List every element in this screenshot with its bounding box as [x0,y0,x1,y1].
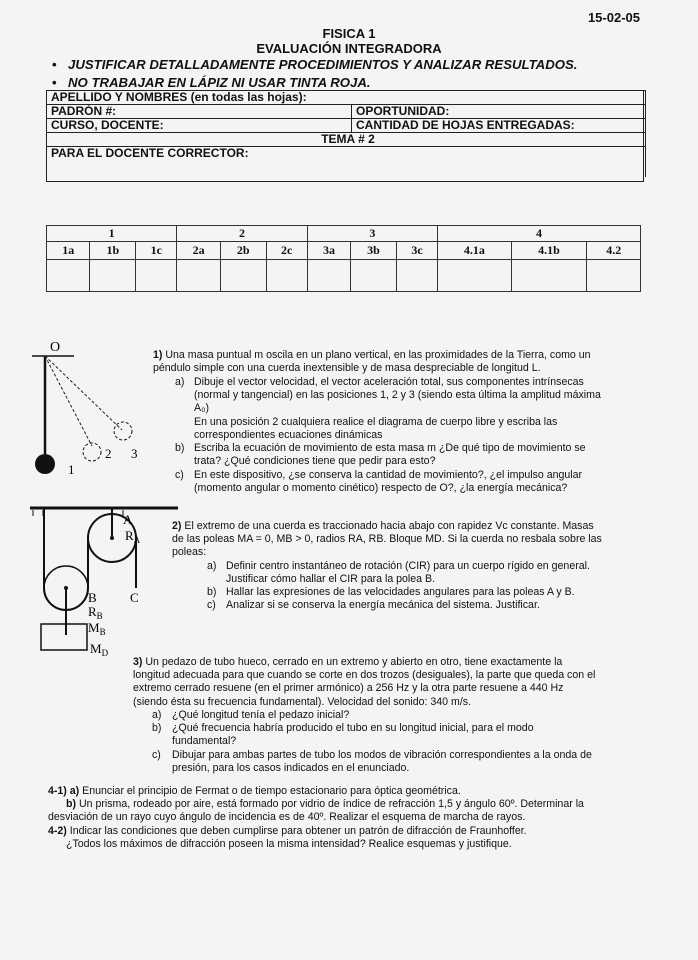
item-1b: 1b [90,242,136,260]
grade-cell[interactable] [177,260,220,292]
grade-cell[interactable] [351,260,397,292]
problem-1a-line: (normal y tangencial) en las posiciones 1, 2 y 3 (siendo esta última la amplitud máxima [194,389,601,402]
instruction-1: • JUSTIFICAR DETALLADAMENTE PROCEDIMIENTOS Y ANALIZAR RESULTADOS. [52,57,578,72]
position-3-label: 3 [131,446,138,461]
string-position-3 [45,356,122,430]
problem-3b-line: ¿Qué frecuencia habría producido el tubo en su longitud inicial, para el modo [172,722,534,734]
instruction-2-text: NO TRABAJAR EN LÁPIZ NI USAR TINTA ROJA. [68,75,371,90]
grade-cell[interactable] [511,260,587,292]
problem-2c: Analizar si se conserva la energía mecánica del sistema. Justificar. [226,599,540,611]
problem-1c [194,469,582,495]
problem-4-line: desviación de un rayo cuyo ángulo de incidencia es de 40º. Realizar el esquema de marcha de rayos. [48,811,526,824]
problem-2-number: 2) [172,520,182,532]
grade-cell[interactable] [90,260,136,292]
problem-4-line: Un prisma, rodeado por aire, está formado por vidrio de índice de refracción 1,5 y ángulo 60º. Determinar la [78,798,584,811]
problem-3-line: (siendo ésta su frecuencia fundamental). Velocidad del sonido: 340 m/s. [133,695,472,708]
pulley-figure [28,500,178,660]
problem-3a-label: a) [152,709,162,721]
problem-1a-line: Dibuje el vector velocidad, el vector aceleración total, sus componentes intrínsecas [194,376,584,388]
grade-cell[interactable] [220,260,266,292]
group-2: 2 [177,226,307,242]
exam-date: 15-02-05 [587,10,640,25]
problem-3-line: longitud adecuada para que cuando se corte en dos trozos (desiguales), la parte que queda con el [133,669,596,682]
problem-3 [133,656,595,709]
problem-1-line-1a: péndulo simple con [153,362,245,375]
problem-3c-line: presión, para los casos indicados en el enunciado. [172,762,410,775]
grade-cell[interactable] [266,260,307,292]
field-hojas[interactable]: CANTIDAD DE HOJAS ENTREGADAS: [356,119,575,132]
problem-2-line: de las poleas MA = 0, MB > 0, radios RA, RB. Bloque MD. Si la cuerda no resbala sobre las [172,533,602,546]
problem-2a-label: a) [207,560,217,572]
mass-position-1 [35,454,55,474]
problem-1 [153,349,591,375]
position-2-label: 2 [105,446,112,461]
pivot-label: O [50,340,61,355]
problem-1a [194,376,601,442]
grade-cell[interactable] [307,260,350,292]
problem-3b [172,722,534,748]
problem-1b-line: trata? ¿Qué condiciones tiene que pedir para esto? [194,455,436,468]
problem-4-1b-number: b) [66,798,76,811]
field-corrector[interactable]: PARA EL DOCENTE CORRECTOR: [51,147,249,160]
problem-3c [172,749,592,775]
tema-label: TEMA # 2 [321,133,375,146]
problem-3a: ¿Qué longitud tenía el pedazo inicial? [172,709,350,721]
problem-2b-label: b) [207,586,217,598]
problem-2c-label: c) [207,599,216,611]
mass-position-3 [114,422,132,440]
problem-4 [48,785,584,851]
item-4-2: 4.2 [587,242,641,260]
block-d [41,624,87,650]
grade-cell[interactable] [136,260,177,292]
problem-1a-line: En una posición 2 cualquiera realice el diagrama de cuerpo libre y escriba las [194,415,558,428]
problem-4-2-number: 4-2) [48,824,67,837]
problem-1c-line: (momento angular o momento cinético) respecto de O?, ¿la energía mecánica? [194,482,568,495]
problem-2 [172,520,602,560]
grade-cell[interactable] [587,260,641,292]
label-rb: $R_B$ [88,604,103,621]
problem-1-number: 1) [153,349,163,361]
problem-1b-line: Escriba la ecuación de movimiento de esta masa m ¿De qué tipo de movimiento se [194,442,586,454]
problem-3c-line: Dibujar para ambas partes de tubo los modos de vibración correspondientes a la onda de [172,749,592,761]
label-mb: $M_B$ [88,620,106,637]
position-1-label: 1 [68,462,75,477]
item-3b: 3b [351,242,397,260]
problem-1-line-1b: una cuerda inextensible y de masa despreciable de longitud L. [247,362,541,375]
item-1c: 1c [136,242,177,260]
label-b: B [88,590,97,605]
grade-cell[interactable] [396,260,437,292]
grade-cell[interactable] [438,260,512,292]
problem-4-1-number: 4-1) a) [48,785,80,797]
course-title: FISICA 1 [322,26,376,41]
problem-2-line: poleas: [172,546,207,559]
label-c: C [130,590,139,605]
item-4-1a: 4.1a [438,242,512,260]
problem-1c-line: En este dispositivo, ¿se conserva la cantidad de movimiento?, ¿el impulso angular [194,469,583,481]
problem-3b-label: b) [152,722,162,734]
grade-cell[interactable] [47,260,90,292]
problem-1b [194,442,586,468]
item-1a: 1a [47,242,90,260]
problem-4-line: Enunciar el principio de Fermat o de tiempo estacionario para óptica geométrica. [82,785,461,797]
field-apellido[interactable]: APELLIDO Y NOMBRES (en todas las hojas): [51,91,307,104]
field-padron[interactable]: PADRÓN #: [47,105,352,118]
problem-2-line: El extremo de una cuerda es traccionado hacia abajo con rapidez Vc constante. Masas [184,520,594,532]
instruction-2: • NO TRABAJAR EN LÁPIZ NI USAR TINTA ROJA. [52,75,371,90]
problem-2b: Hallar las expresiones de las velocidades angulares para las poleas A y B. [226,586,575,598]
group-4: 4 [438,226,641,242]
problem-4-line: ¿Todos los máximos de difracción poseen la misma intensidad? Realice esquemas y justifique. [66,837,512,850]
field-curso[interactable]: CURSO, DOCENTE: [47,119,352,132]
problem-1a-line: A₀) [194,402,209,415]
problem-4-line: Indicar las condiciones que deben cumplirse para obtener un patrón de difracción de Fraunhoffer. [69,824,527,837]
group-3: 3 [307,226,437,242]
problem-1b-label: b) [175,442,185,454]
item-2c: 2c [266,242,307,260]
grades-table [46,225,641,292]
item-3c: 3c [396,242,437,260]
pendulum-figure [30,334,150,484]
problem-2a-line: Definir centro instantáneo de rotación (CIR) para un cuerpo rígido en general. [226,560,590,572]
item-4-1b: 4.1b [511,242,587,260]
item-3a: 3a [307,242,350,260]
label-ra: $R_A$ [125,528,141,545]
problem-3-line: extremo cerrado resuene (en el primer armónico) a 256 Hz y la otra parte resuene a 440 Hz [133,682,564,695]
problem-3c-label: c) [152,749,161,761]
problem-2a-line: Justificar cómo hallar el CIR para la polea B. [226,573,436,586]
label-a: A [123,512,133,527]
item-2b: 2b [220,242,266,260]
string-position-2 [45,356,92,446]
label-md: $M_D$ [90,641,109,658]
instruction-1-text: JUSTIFICAR DETALLADAMENTE PROCEDIMIENTOS Y ANALIZAR RESULTADOS. [68,57,578,72]
problem-3b-line: fundamental? [172,735,237,748]
item-2a: 2a [177,242,220,260]
group-1: 1 [47,226,177,242]
field-oportunidad[interactable]: OPORTUNIDAD: [356,105,450,118]
problem-1-line-0: Una masa puntual m oscila en un plano vertical, en las proximidades de la Tierra, como un [165,349,591,361]
problem-3-line: Un pedazo de tubo hueco, cerrado en un extremo y abierto en otro, tiene exactamente la [145,656,563,668]
problem-1c-label: c) [175,469,184,481]
exam-title: EVALUACIÓN INTEGRADORA [256,41,442,56]
problem-1a-line: correspondientes ecuaciones dinámicas [194,428,383,441]
problem-3-number: 3) [133,656,143,668]
student-form [46,90,646,177]
problem-2a [226,560,590,586]
problem-1a-label: a) [175,376,185,388]
